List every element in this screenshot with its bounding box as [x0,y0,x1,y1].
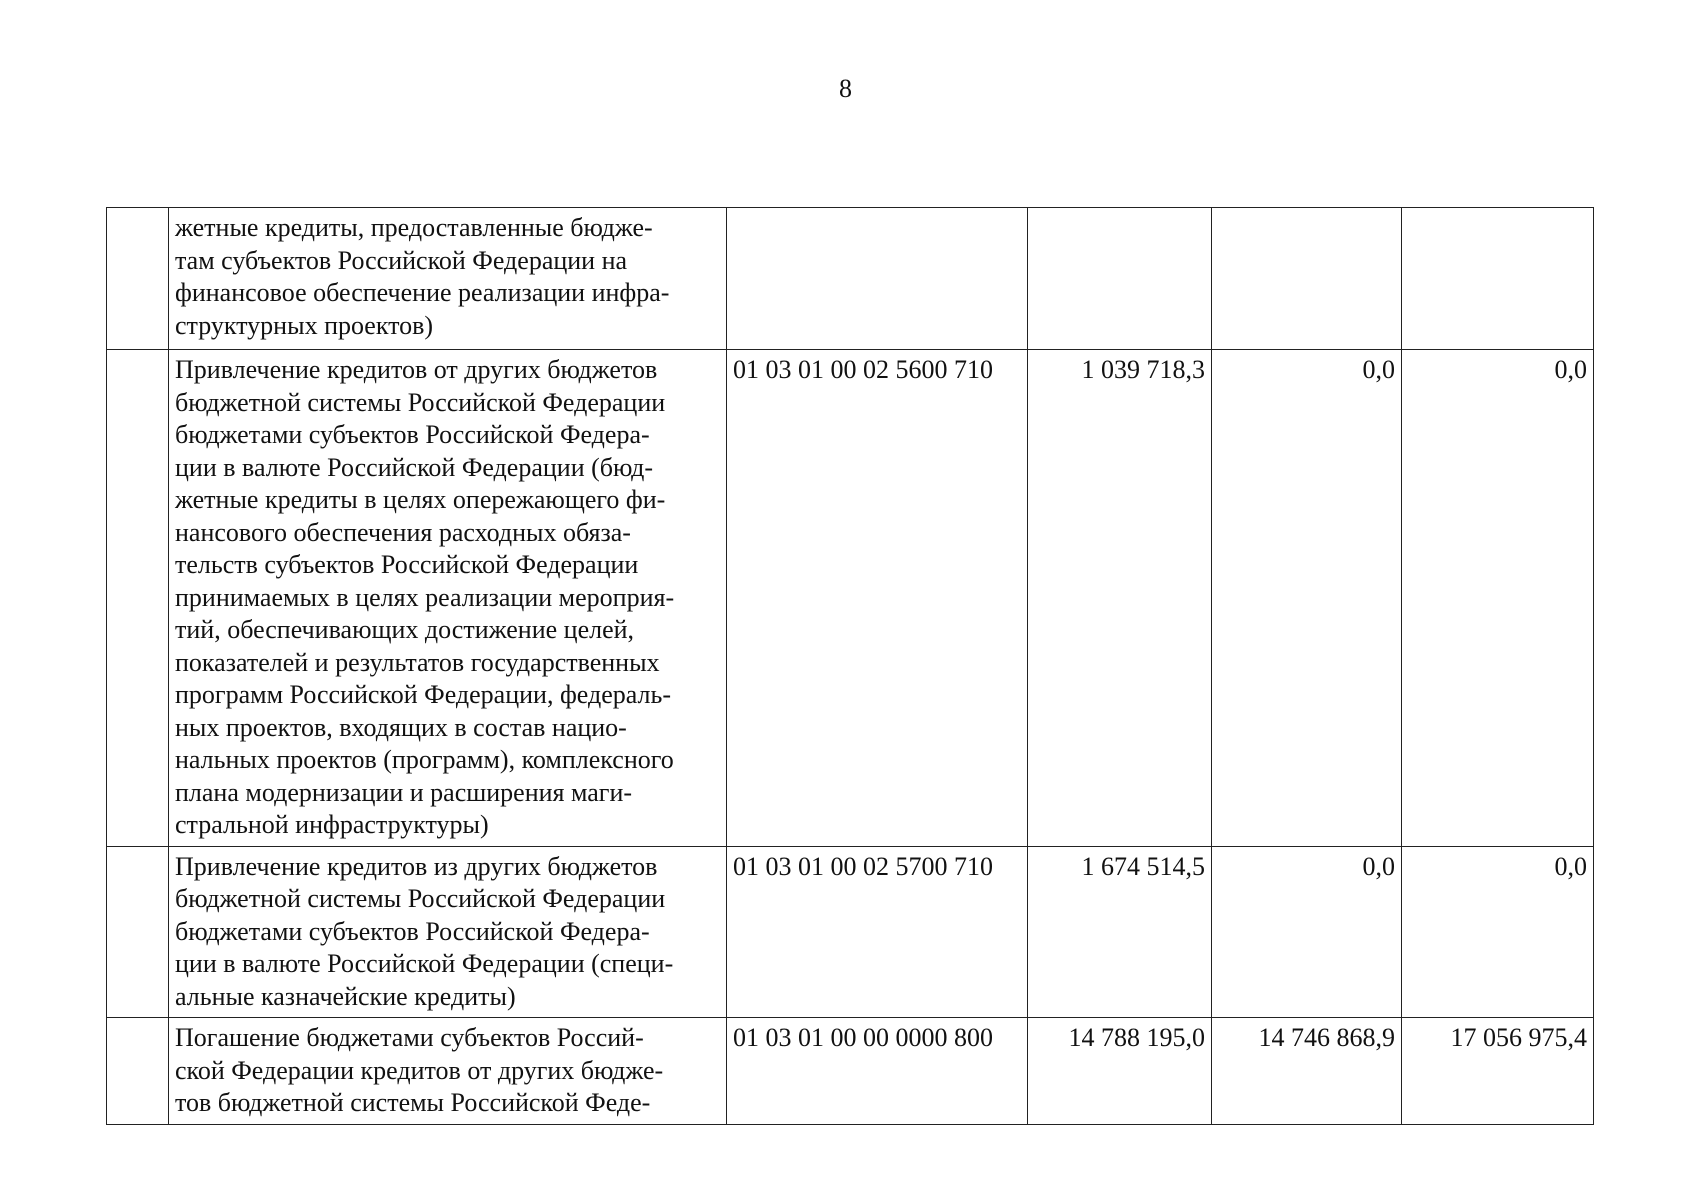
table-row [107,208,1594,350]
row-code-cell: 01 03 01 00 02 5600 710 [727,350,1028,847]
row-value-2-cell: 0,0 [1212,846,1402,1018]
row-value-3-cell: 0,0 [1402,846,1594,1018]
row-value-2-cell: 14 746 868,9 [1212,1018,1402,1125]
row-number-cell [107,350,169,847]
row-number-cell [107,208,169,350]
table-row [107,846,1594,1018]
row-value-1-cell: 1 039 718,3 [1028,350,1212,847]
row-name-cell: Привлечение кредитов из других бюджетов бюджетной системы Российской Федерации бюджетами субъектов Российской Федера- ции в валюте Российской Федерации (специ- альные казначейские кредиты) [169,846,727,1018]
row-value-2-cell: 0,0 [1212,350,1402,847]
page-number: 8 [839,74,852,103]
budget-table [106,207,1594,1125]
row-value-1-cell: 14 788 195,0 [1028,1018,1212,1125]
table-row [107,350,1594,847]
row-code-cell [727,208,1028,350]
table-row [107,1018,1594,1125]
row-value-3-cell [1402,208,1594,350]
row-code-cell: 01 03 01 00 00 0000 800 [727,1018,1028,1125]
row-number-cell [107,1018,169,1125]
row-name-cell: жетные кредиты, предоставленные бюдже- там субъектов Российской Федерации на финансовое обеспечение реализации инфра- структурных проектов) [169,208,727,350]
row-name-cell: Погашение бюджетами субъектов Россий- ской Федерации кредитов от других бюдже- тов бюджетной системы Российской Феде- [169,1018,727,1125]
row-value-1-cell [1028,208,1212,350]
row-value-3-cell: 0,0 [1402,350,1594,847]
row-value-2-cell [1212,208,1402,350]
row-number-cell [107,846,169,1018]
row-code-cell: 01 03 01 00 02 5700 710 [727,846,1028,1018]
row-value-3-cell: 17 056 975,4 [1402,1018,1594,1125]
row-value-1-cell: 1 674 514,5 [1028,846,1212,1018]
row-name-cell: Привлечение кредитов от других бюджетов бюджетной системы Российской Федерации бюджетами субъектов Российской Федера- ции в валюте Российской Федерации (бюд- жетные кредиты в целях опережающего фи- нансового обеспечения расходных обяза- тельств субъектов Российской Федерации принимаемых в целях реализации мероприя- тий, обеспечивающих достижение целей, показателей и результатов государственных программ Российской Федерации, федераль- ных проектов, входящих в состав нацио- нальных проектов (программ), комплексного плана модернизации и расширения маги- стральной инфраструктуры) [169,350,727,847]
